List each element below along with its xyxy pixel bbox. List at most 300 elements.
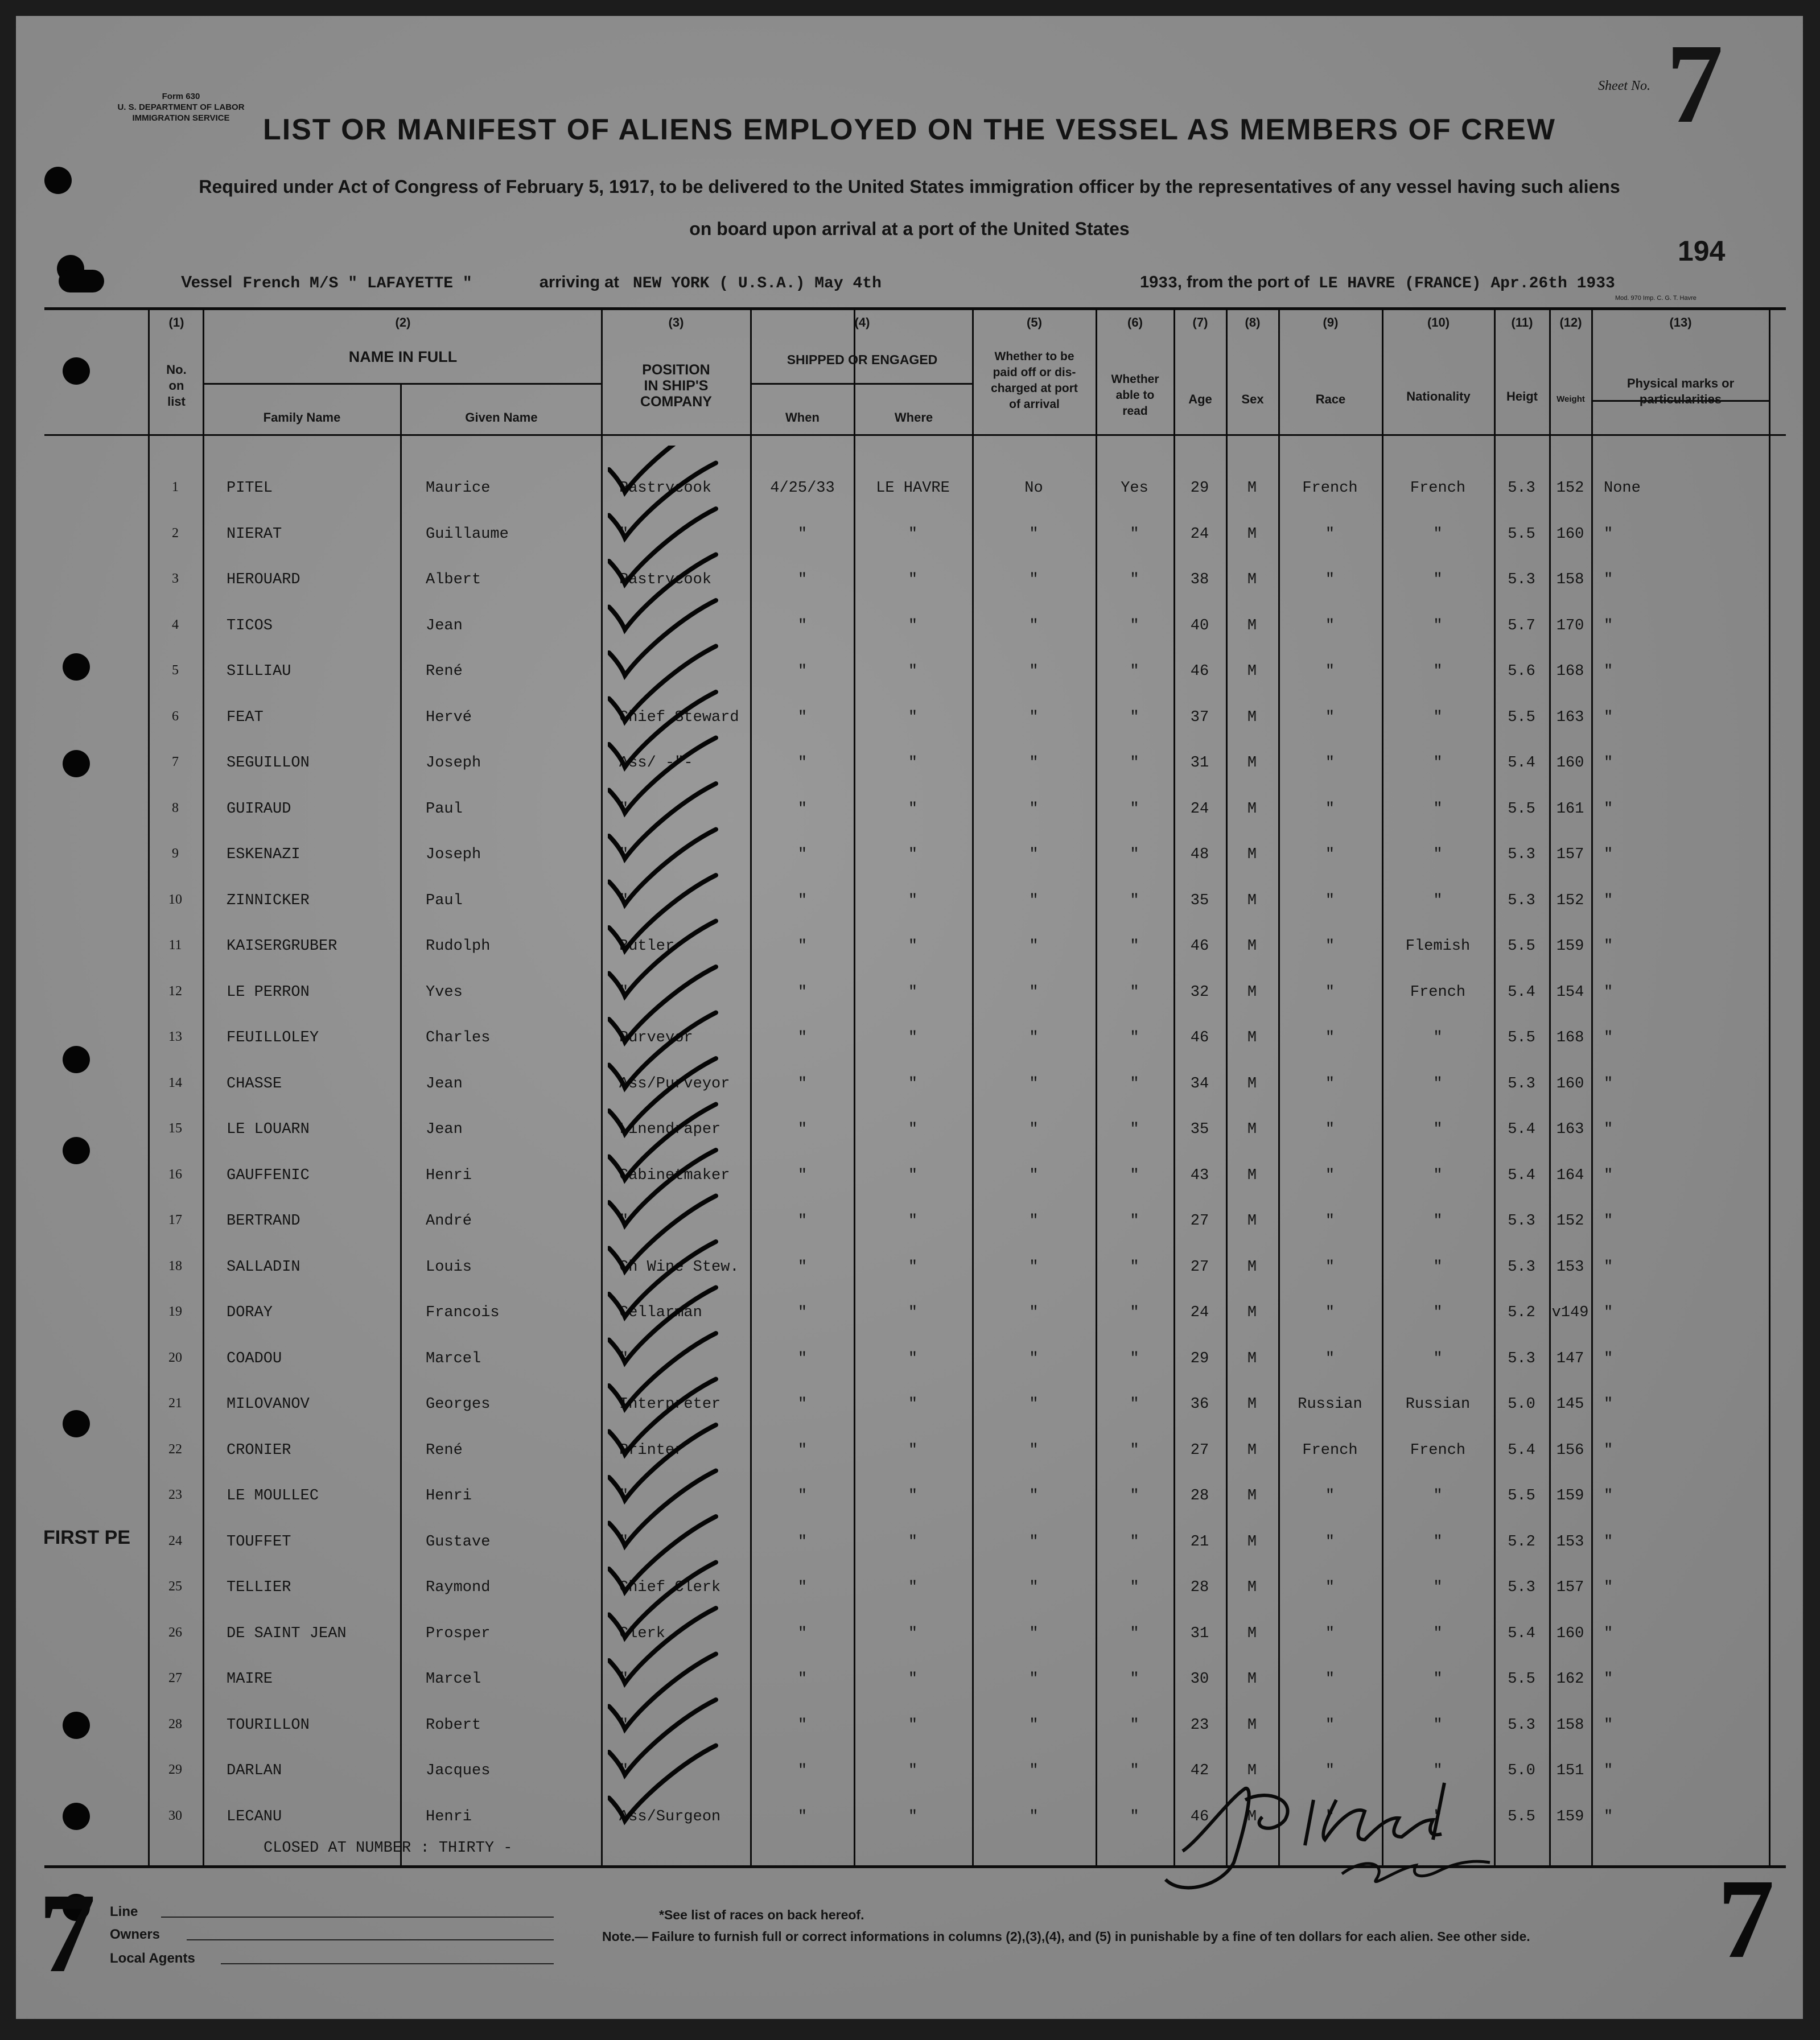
- cell-age: 30: [1190, 1671, 1209, 1688]
- cell-marks: ": [1604, 1075, 1613, 1093]
- cell-no: 1: [172, 480, 179, 494]
- cell-height: 5.6: [1508, 663, 1535, 680]
- cell-family: GUIRAUD: [227, 800, 291, 818]
- cell-family: SEGUILLON: [227, 755, 310, 772]
- checkmark: [609, 1196, 716, 1271]
- cell-given: Robert: [426, 1716, 481, 1734]
- cell-position: Interpreter: [619, 1396, 721, 1413]
- cell-read: ": [1130, 1716, 1139, 1734]
- cell-no: 17: [168, 1213, 182, 1227]
- cell-sex: M: [1247, 1671, 1257, 1688]
- cell-paid: ": [1029, 525, 1039, 543]
- cell-no: 11: [168, 938, 182, 953]
- cell-given: René: [426, 1441, 463, 1459]
- cell-race: ": [1325, 983, 1335, 1001]
- cell-given: Georges: [426, 1396, 491, 1413]
- cell-family: TOURILLON: [227, 1716, 310, 1734]
- cell-no: 25: [168, 1579, 182, 1594]
- cell-paid: ": [1029, 1808, 1039, 1825]
- cell-paid: ": [1029, 1029, 1039, 1046]
- cell-height: 5.3: [1508, 1075, 1535, 1093]
- cell-marks: ": [1604, 1762, 1613, 1779]
- cell-age: 29: [1190, 480, 1209, 497]
- cell-given: Maurice: [426, 480, 491, 497]
- cell-family: BERTRAND: [227, 1213, 300, 1230]
- cell-given: Louis: [426, 1258, 472, 1276]
- cell-family: HEROUARD: [227, 571, 300, 588]
- cell-height: 5.4: [1508, 983, 1535, 1001]
- cell-age: 27: [1190, 1213, 1209, 1230]
- cell-where: ": [908, 1167, 918, 1184]
- cell-race: ": [1325, 1213, 1335, 1230]
- col-8-number: (8): [1245, 315, 1261, 329]
- name-subheader-rule: [204, 383, 602, 385]
- cell-given: Jacques: [426, 1762, 491, 1779]
- cell-where: ": [908, 846, 918, 863]
- cell-nat: ": [1433, 1762, 1443, 1779]
- cell-age: 23: [1190, 1716, 1209, 1734]
- officer-signature: [1148, 1766, 1615, 1902]
- cell-paid: ": [1029, 617, 1039, 634]
- cell-height: 5.5: [1508, 525, 1535, 543]
- cell-paid: ": [1029, 1121, 1039, 1138]
- checkmark: [609, 784, 716, 859]
- manifest-sheet: [16, 16, 1803, 2019]
- ink-blot: [59, 270, 104, 292]
- col-6-number: (6): [1127, 315, 1143, 329]
- cell-race: ": [1325, 1075, 1335, 1093]
- cell-sex: M: [1247, 983, 1257, 1001]
- cell-sex: M: [1247, 525, 1257, 543]
- cell-sex: M: [1247, 1167, 1257, 1184]
- checkmark: [609, 646, 716, 722]
- cell-read: ": [1130, 755, 1139, 772]
- checkmark: [609, 921, 716, 996]
- cell-height: 5.3: [1508, 1716, 1535, 1734]
- cell-nat: ": [1433, 1625, 1443, 1642]
- cell-read: ": [1130, 571, 1139, 588]
- cell-no: 26: [168, 1625, 182, 1640]
- cell-family: MILOVANOV: [227, 1396, 310, 1413]
- fine-note: Note.— Failure to furnish full or correct informations in columns (2),(3),(4), and (5) in punishable by a fine of ten dollars for each alien. See other side.: [602, 1929, 1530, 1944]
- cell-sex: M: [1247, 1213, 1257, 1230]
- cell-nat: ": [1433, 617, 1443, 634]
- races-note: *See list of races on back hereof.: [659, 1907, 864, 1922]
- cell-height: 5.0: [1508, 1396, 1535, 1413]
- cell-weight: 164: [1556, 1167, 1584, 1184]
- cell-read: ": [1130, 1213, 1139, 1230]
- cell-weight: 152: [1556, 892, 1584, 909]
- binder-hole: [63, 1803, 90, 1830]
- col-2-number: (2): [395, 315, 411, 329]
- checkmark: [609, 875, 716, 950]
- cell-given: Gustave: [426, 1533, 491, 1551]
- cell-no: 18: [168, 1258, 182, 1274]
- cell-marks: ": [1604, 846, 1613, 863]
- col-12-header: Weight: [1557, 394, 1585, 404]
- cell-read: ": [1130, 708, 1139, 726]
- cell-sex: M: [1247, 1625, 1257, 1642]
- cell-age: 46: [1190, 663, 1209, 680]
- cell-where: ": [908, 663, 918, 680]
- cell-marks: ": [1604, 1487, 1613, 1505]
- cell-no: 28: [168, 1716, 182, 1732]
- cell-where: ": [908, 892, 918, 909]
- cell-no: 22: [168, 1441, 182, 1457]
- cell-when: ": [797, 755, 808, 772]
- cell-when: ": [797, 1441, 808, 1459]
- cell-where: ": [908, 800, 918, 818]
- cell-nat: ": [1433, 1533, 1443, 1551]
- cell-height: 5.3: [1508, 1579, 1535, 1596]
- cell-no: 12: [168, 983, 182, 999]
- cell-paid: ": [1029, 1167, 1039, 1184]
- cell-nat: ": [1433, 1258, 1443, 1276]
- cell-where: ": [908, 1625, 918, 1642]
- cell-nat: Russian: [1405, 1396, 1471, 1413]
- cell-where: ": [908, 938, 918, 955]
- cell-given: Charles: [426, 1029, 491, 1046]
- sub-column-rule: [400, 385, 402, 1865]
- cell-no: 21: [168, 1396, 182, 1411]
- cell-no: 10: [168, 892, 182, 907]
- cell-age: 43: [1190, 1167, 1209, 1184]
- year-and-origin: [1140, 273, 1615, 292]
- cell-family: LE PERRON: [227, 983, 310, 1001]
- checkmark: [609, 463, 716, 538]
- col-11-header: Heigt: [1506, 389, 1538, 403]
- cell-read: ": [1130, 846, 1139, 863]
- cell-where: ": [908, 1808, 918, 1825]
- cell-weight: v149: [1551, 1304, 1589, 1321]
- cell-paid: ": [1029, 1441, 1039, 1459]
- cell-position: ": [619, 1487, 629, 1505]
- cell-no: 4: [172, 617, 179, 632]
- cell-age: 28: [1190, 1487, 1209, 1505]
- cell-given: René: [426, 663, 463, 680]
- cell-when: ": [797, 1350, 808, 1367]
- cell-when: ": [797, 1625, 808, 1642]
- checkmark: [609, 1654, 716, 1729]
- checkmark: [609, 830, 716, 905]
- cell-sex: M: [1247, 1808, 1257, 1825]
- cell-read: ": [1130, 1808, 1139, 1825]
- cell-race: ": [1325, 571, 1335, 588]
- cell-position: Ch Wine Stew.: [619, 1258, 739, 1276]
- cell-race: ": [1325, 1671, 1335, 1688]
- col-11-number: (11): [1511, 315, 1533, 329]
- cell-family: DARLAN: [227, 1762, 282, 1779]
- cell-given: Henri: [426, 1167, 472, 1184]
- cell-marks: ": [1604, 1808, 1613, 1825]
- cell-family: TICOS: [227, 617, 273, 634]
- cell-paid: ": [1029, 892, 1039, 909]
- corner-mark-right: 7: [1718, 1856, 1774, 1982]
- cell-family: SALLADIN: [227, 1258, 300, 1276]
- cell-sex: M: [1247, 1762, 1257, 1779]
- cell-read: ": [1130, 892, 1139, 909]
- cell-race: ": [1325, 1625, 1335, 1642]
- col-13-number: (13): [1669, 315, 1692, 329]
- cell-family: COADOU: [227, 1350, 282, 1367]
- department: U. S. DEPARTMENT OF LABOR: [117, 102, 245, 112]
- cell-paid: ": [1029, 1487, 1039, 1505]
- col-3-number: (3): [668, 315, 684, 329]
- cell-sex: M: [1247, 892, 1257, 909]
- col-10-header: Nationality: [1406, 389, 1471, 403]
- cell-where: ": [908, 571, 918, 588]
- cell-race: ": [1325, 1029, 1335, 1046]
- cell-age: 42: [1190, 1762, 1209, 1779]
- cell-where: ": [908, 1396, 918, 1413]
- checkmark: [609, 738, 716, 813]
- arriving-label: arriving at: [539, 273, 619, 291]
- cell-age: 24: [1190, 1304, 1209, 1321]
- col-4-when-header: When: [785, 410, 820, 425]
- cell-read: ": [1130, 1121, 1139, 1138]
- cell-nat: ": [1433, 1579, 1443, 1596]
- cell-given: Prosper: [426, 1625, 491, 1642]
- cell-family: FEAT: [227, 708, 263, 726]
- manifest-title: LIST OR MANIFEST OF ALIENS EMPLOYED ON THE VESSEL AS MEMBERS OF CREW: [263, 113, 1556, 146]
- cell-height: 5.5: [1508, 800, 1535, 818]
- cell-when: ": [797, 1075, 808, 1093]
- cell-age: 46: [1190, 1808, 1209, 1825]
- cell-marks: ": [1604, 1304, 1613, 1321]
- agents-rule: [221, 1963, 554, 1964]
- cell-age: 46: [1190, 1029, 1209, 1046]
- cell-weight: 158: [1556, 571, 1584, 588]
- cell-age: 28: [1190, 1579, 1209, 1596]
- cell-where: ": [908, 617, 918, 634]
- cell-marks: ": [1604, 1350, 1613, 1367]
- cell-when: ": [797, 1487, 808, 1505]
- cell-sex: M: [1247, 1350, 1257, 1367]
- checkmark: [609, 967, 716, 1042]
- cell-marks: ": [1604, 1029, 1613, 1046]
- cell-weight: 151: [1556, 1762, 1584, 1779]
- checkmark: [609, 1746, 716, 1821]
- cell-sex: M: [1247, 617, 1257, 634]
- checkmarks-layer: [608, 446, 779, 1845]
- cell-when: ": [797, 1533, 808, 1551]
- cell-paid: ": [1029, 800, 1039, 818]
- cell-sex: M: [1247, 708, 1257, 726]
- checkmark: [609, 1105, 716, 1180]
- cell-paid: ": [1029, 571, 1039, 588]
- cell-where: LE HAVRE: [876, 480, 950, 497]
- table-top-border: [44, 307, 1786, 310]
- cell-given: Yves: [426, 983, 463, 1001]
- cell-read: ": [1130, 1258, 1139, 1276]
- cell-weight: 145: [1556, 1396, 1584, 1413]
- cell-marks: ": [1604, 663, 1613, 680]
- cell-when: ": [797, 663, 808, 680]
- cell-marks: ": [1604, 571, 1613, 588]
- cell-marks: ": [1604, 892, 1613, 909]
- cell-race: ": [1325, 1533, 1335, 1551]
- margin-note: FIRST PE: [43, 1527, 131, 1548]
- col-4-header: SHIPPED OR ENGAGED: [787, 352, 938, 367]
- cell-when: ": [797, 1258, 808, 1276]
- cell-position: Linendraper: [619, 1121, 721, 1138]
- cell-weight: 159: [1556, 938, 1584, 955]
- cell-no: 24: [168, 1533, 182, 1548]
- checkmark: [609, 555, 716, 630]
- cell-when: ": [797, 892, 808, 909]
- cell-when: ": [797, 800, 808, 818]
- column-rule: [601, 309, 603, 1865]
- cell-given: Jean: [426, 1121, 463, 1138]
- cell-read: ": [1130, 1029, 1139, 1046]
- arriving-port: NEW YORK ( U.S.A.) May 4th: [633, 275, 882, 292]
- cell-family: ZINNICKER: [227, 892, 310, 909]
- cell-paid: No: [1024, 480, 1043, 497]
- cell-where: ": [908, 1075, 918, 1093]
- year-suffix: 33: [1158, 275, 1177, 292]
- cell-read: ": [1130, 1441, 1139, 1459]
- cell-when: ": [797, 846, 808, 863]
- cell-age: 27: [1190, 1441, 1209, 1459]
- cell-race: ": [1325, 1167, 1335, 1184]
- cell-no: 5: [172, 663, 179, 678]
- cell-when: ": [797, 571, 808, 588]
- cell-paid: ": [1029, 938, 1039, 955]
- cell-position: Purveyor: [619, 1029, 693, 1046]
- page-number: 194: [1678, 235, 1726, 267]
- cell-marks: ": [1604, 1533, 1613, 1551]
- cell-no: 23: [168, 1487, 182, 1502]
- cell-sex: M: [1247, 1579, 1257, 1596]
- cell-marks: ": [1604, 983, 1613, 1001]
- cell-nat: ": [1433, 1808, 1443, 1825]
- cell-where: ": [908, 525, 918, 543]
- cell-height: 5.3: [1508, 571, 1535, 588]
- cell-no: 9: [172, 846, 179, 861]
- cell-race: French: [1302, 1441, 1358, 1459]
- cell-age: 32: [1190, 983, 1209, 1001]
- cell-when: ": [797, 1121, 808, 1138]
- cell-height: 5.3: [1508, 892, 1535, 909]
- cell-family: TOUFFET: [227, 1533, 291, 1551]
- cell-paid: ": [1029, 1762, 1039, 1779]
- cell-family: LE LOUARN: [227, 1121, 310, 1138]
- cell-paid: ": [1029, 1213, 1039, 1230]
- from-label: , from the port of: [1177, 273, 1310, 291]
- cell-given: Joseph: [426, 846, 481, 863]
- checkmark: [609, 1425, 716, 1500]
- cell-age: 40: [1190, 617, 1209, 634]
- cell-height: 5.5: [1508, 938, 1535, 955]
- line-rule: [161, 1917, 554, 1918]
- cell-given: Henri: [426, 1808, 472, 1825]
- cell-height: 5.3: [1508, 1350, 1535, 1367]
- cell-height: 5.4: [1508, 1121, 1535, 1138]
- cell-given: André: [426, 1213, 472, 1230]
- line-label: Line: [110, 1904, 138, 1919]
- col-12-number: (12): [1559, 315, 1582, 329]
- cell-paid: ": [1029, 1304, 1039, 1321]
- cell-position: Ass/Surgeon: [619, 1808, 721, 1825]
- cell-marks: ": [1604, 938, 1613, 955]
- cell-no: 2: [172, 525, 179, 541]
- checkmark: [609, 1288, 716, 1363]
- checkmark: [609, 1242, 716, 1317]
- cell-nat: ": [1433, 571, 1443, 588]
- cell-where: ": [908, 1762, 918, 1779]
- cell-race: ": [1325, 1121, 1335, 1138]
- col-5-header: Whether to be paid off or dis- charged at port of arrival: [991, 350, 1078, 411]
- checkmark: [609, 509, 716, 584]
- cell-age: 24: [1190, 800, 1209, 818]
- cell-race: ": [1325, 617, 1335, 634]
- cell-weight: 162: [1556, 1671, 1584, 1688]
- binder-hole: [63, 1410, 90, 1437]
- cell-family: ESKENAZI: [227, 846, 300, 863]
- cell-position: Cabinetmaker: [619, 1167, 730, 1184]
- cell-marks: ": [1604, 1258, 1613, 1276]
- cell-height: 5.5: [1508, 1487, 1535, 1505]
- cell-marks: ": [1604, 1121, 1613, 1138]
- cell-sex: M: [1247, 1533, 1257, 1551]
- cell-nat: ": [1433, 1487, 1443, 1505]
- cell-given: Jean: [426, 617, 463, 634]
- local-agents-label: Local Agents: [110, 1951, 195, 1966]
- cell-where: ": [908, 1350, 918, 1367]
- cell-height: 5.2: [1508, 1304, 1535, 1321]
- cell-race: ": [1325, 708, 1335, 726]
- checkmark: [609, 692, 716, 767]
- from-port: LE HAVRE (FRANCE) Apr.26th 1933: [1318, 275, 1615, 292]
- cell-nat: ": [1433, 1304, 1443, 1321]
- cell-height: 5.5: [1508, 708, 1535, 726]
- subtitle-line-1: Required under Act of Congress of February 5, 1917, to be delivered to the United States immigration officer by the representatives of any vessel having such aliens: [199, 176, 1620, 197]
- cell-given: Paul: [426, 892, 463, 909]
- cell-no: 27: [168, 1671, 182, 1685]
- cell-sex: M: [1247, 1441, 1257, 1459]
- shipped-subheader-rule: [751, 383, 973, 385]
- cell-nat: ": [1433, 755, 1443, 772]
- cell-weight: 168: [1556, 1029, 1584, 1046]
- cell-paid: ": [1029, 1396, 1039, 1413]
- col-1-header: No. on list: [166, 362, 187, 409]
- cell-race: ": [1325, 525, 1335, 543]
- cell-read: ": [1130, 1625, 1139, 1642]
- cell-age: 36: [1190, 1396, 1209, 1413]
- checkmark: [609, 1379, 716, 1454]
- cell-race: French: [1302, 480, 1358, 497]
- col-8-header: Sex: [1241, 392, 1264, 406]
- binder-hole: [63, 1712, 90, 1739]
- cell-weight: 163: [1556, 708, 1584, 726]
- cell-position: ": [619, 892, 629, 909]
- cell-read: ": [1130, 1579, 1139, 1596]
- cell-read: ": [1130, 1762, 1139, 1779]
- cell-nat: ": [1433, 892, 1443, 909]
- cell-when: ": [797, 983, 808, 1001]
- cell-when: ": [797, 1167, 808, 1184]
- vessel-label: Vessel: [181, 273, 233, 291]
- cell-marks: ": [1604, 525, 1613, 543]
- cell-weight: 168: [1556, 663, 1584, 680]
- cell-race: ": [1325, 663, 1335, 680]
- cell-where: ": [908, 1716, 918, 1734]
- column-rule: [1769, 309, 1770, 1865]
- owners-rule: [187, 1939, 554, 1940]
- cell-family: MAIRE: [227, 1671, 273, 1688]
- cell-family: CHASSE: [227, 1075, 282, 1093]
- cell-height: 5.3: [1508, 1213, 1535, 1230]
